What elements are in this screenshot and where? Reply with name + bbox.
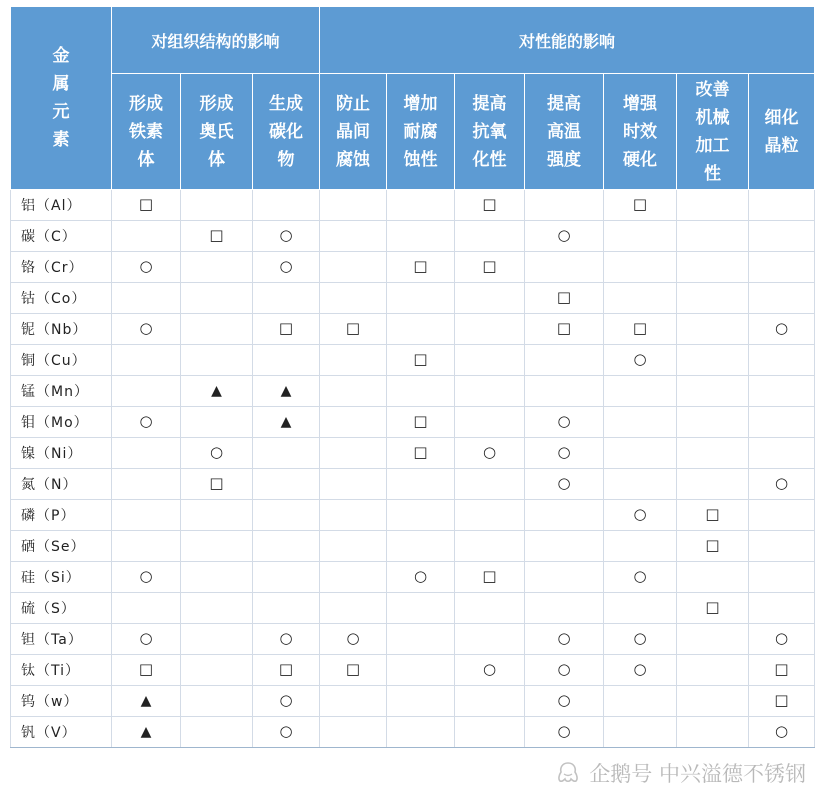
mark-cell	[253, 469, 320, 500]
mark-cell	[677, 717, 749, 748]
mark-cell	[677, 376, 749, 407]
mark-cell	[387, 252, 455, 283]
table-row	[11, 593, 815, 624]
mark-cell	[604, 686, 677, 717]
mark-cell	[677, 314, 749, 345]
circle-mark: ○	[557, 412, 571, 430]
mark-cell	[320, 686, 387, 717]
square-mark: □	[632, 319, 648, 337]
element-name-cell: 钼（Mo）	[11, 407, 112, 438]
mark-cell	[604, 593, 677, 624]
mark-cell	[525, 469, 604, 500]
mark-cell	[749, 252, 815, 283]
mark-cell	[387, 407, 455, 438]
table-row	[11, 469, 815, 500]
square-mark: □	[209, 226, 224, 244]
mark-cell	[455, 190, 525, 221]
mark-cell	[604, 345, 677, 376]
mark-cell	[677, 655, 749, 686]
square-mark: □	[138, 195, 154, 213]
mark-cell	[455, 717, 525, 748]
mark-cell	[320, 593, 387, 624]
mark-cell	[253, 593, 320, 624]
square-mark: □	[345, 319, 361, 337]
triangle-mark: ▲	[211, 383, 222, 399]
mark-cell	[181, 438, 253, 469]
mark-cell	[320, 624, 387, 655]
mark-cell	[181, 593, 253, 624]
mark-cell	[525, 438, 604, 469]
mark-cell	[387, 438, 455, 469]
mark-cell	[181, 252, 253, 283]
mark-cell	[320, 717, 387, 748]
circle-mark: ○	[279, 226, 293, 244]
square-mark: □	[632, 195, 648, 213]
mark-cell	[181, 717, 253, 748]
mark-cell	[749, 376, 815, 407]
mark-cell	[112, 593, 181, 624]
mark-cell	[181, 655, 253, 686]
mark-cell	[112, 531, 181, 562]
mark-cell	[320, 469, 387, 500]
mark-cell	[604, 252, 677, 283]
table-row	[11, 531, 815, 562]
mark-cell	[112, 562, 181, 593]
element-name-cell: 硫（S）	[11, 593, 112, 624]
mark-cell	[455, 345, 525, 376]
col-header-oxidation: 提高抗氧化性	[455, 74, 525, 190]
circle-mark: ○	[413, 567, 428, 585]
mark-cell	[181, 314, 253, 345]
mark-cell	[455, 500, 525, 531]
mark-cell	[525, 221, 604, 252]
square-mark: □	[413, 257, 428, 275]
element-name-cell: 铝（Al）	[11, 190, 112, 221]
mark-cell	[112, 469, 181, 500]
circle-mark: ○	[139, 629, 153, 647]
mark-cell	[112, 500, 181, 531]
mark-cell	[677, 624, 749, 655]
mark-cell	[749, 407, 815, 438]
mark-cell	[320, 283, 387, 314]
table-row	[11, 624, 815, 655]
circle-mark: ○	[774, 319, 789, 337]
mark-cell	[525, 314, 604, 345]
mark-cell	[181, 283, 253, 314]
penguin-icon	[555, 761, 581, 785]
mark-cell	[455, 469, 525, 500]
element-name-cell: 锰（Mn）	[11, 376, 112, 407]
mark-cell	[604, 376, 677, 407]
mark-cell	[455, 252, 525, 283]
mark-cell	[387, 221, 455, 252]
col-header-high-temp: 提高高温强度	[525, 74, 604, 190]
mark-cell	[677, 438, 749, 469]
mark-cell	[112, 283, 181, 314]
mark-cell	[677, 469, 749, 500]
mark-cell	[387, 593, 455, 624]
square-mark: □	[482, 257, 497, 275]
circle-mark: ○	[633, 350, 647, 368]
circle-mark: ○	[774, 474, 789, 492]
table-row	[11, 376, 815, 407]
mark-cell	[112, 252, 181, 283]
watermark-text: 企鹅号 中兴溢德不锈钢	[589, 762, 806, 786]
mark-cell	[749, 314, 815, 345]
square-mark: □	[209, 474, 224, 492]
col-header-aging: 增强时效硬化	[604, 74, 677, 190]
table-row	[11, 283, 815, 314]
mark-cell	[604, 562, 677, 593]
mark-cell	[604, 717, 677, 748]
table-row	[11, 686, 815, 717]
mark-cell	[604, 500, 677, 531]
mark-cell	[749, 655, 815, 686]
circle-mark: ○	[557, 629, 571, 647]
circle-mark: ○	[482, 443, 497, 461]
mark-cell	[181, 686, 253, 717]
square-mark: □	[705, 598, 720, 616]
table-row	[11, 190, 815, 221]
square-mark: □	[705, 505, 720, 523]
mark-cell	[387, 686, 455, 717]
mark-cell	[112, 655, 181, 686]
mark-cell	[181, 190, 253, 221]
mark-cell	[181, 221, 253, 252]
mark-cell	[320, 376, 387, 407]
square-mark: □	[482, 195, 497, 213]
performance-effect-header: 对性能的影响	[320, 7, 815, 74]
mark-cell	[112, 407, 181, 438]
mark-cell	[253, 500, 320, 531]
mark-cell	[181, 531, 253, 562]
mark-cell	[387, 190, 455, 221]
alloy-elements-table	[10, 6, 815, 748]
mark-cell	[112, 686, 181, 717]
col-header-austenite: 形成奥氏体	[181, 74, 253, 190]
mark-cell	[525, 190, 604, 221]
triangle-mark: ▲	[140, 724, 152, 740]
mark-cell	[604, 469, 677, 500]
mark-cell	[525, 686, 604, 717]
mark-cell	[112, 624, 181, 655]
mark-cell	[455, 655, 525, 686]
mark-cell	[181, 345, 253, 376]
mark-cell	[112, 190, 181, 221]
element-name-cell: 钽（Ta）	[11, 624, 112, 655]
mark-cell	[749, 190, 815, 221]
mark-cell	[749, 469, 815, 500]
mark-cell	[525, 283, 604, 314]
mark-cell	[320, 252, 387, 283]
mark-cell	[253, 376, 320, 407]
mark-cell	[604, 407, 677, 438]
element-name-cell: 钴（Co）	[11, 283, 112, 314]
mark-cell	[320, 190, 387, 221]
mark-cell	[387, 283, 455, 314]
mark-cell	[253, 190, 320, 221]
circle-mark: ○	[279, 691, 293, 709]
circle-mark: ○	[557, 660, 571, 678]
mark-cell	[253, 624, 320, 655]
mark-cell	[455, 314, 525, 345]
element-name-cell: 钛（Ti）	[11, 655, 112, 686]
mark-cell	[749, 500, 815, 531]
mark-cell	[387, 314, 455, 345]
mark-cell	[525, 562, 604, 593]
circle-mark: ○	[774, 629, 789, 647]
circle-mark: ○	[139, 567, 153, 585]
mark-cell	[604, 438, 677, 469]
mark-cell	[525, 376, 604, 407]
mark-cell	[320, 531, 387, 562]
mark-cell	[253, 655, 320, 686]
element-name-cell: 碳（C）	[11, 221, 112, 252]
col-header-corrosion: 增加耐腐蚀性	[387, 74, 455, 190]
mark-cell	[253, 562, 320, 593]
table-row	[11, 438, 815, 469]
mark-cell	[525, 407, 604, 438]
mark-cell	[749, 283, 815, 314]
mark-cell	[320, 314, 387, 345]
mark-cell	[677, 221, 749, 252]
mark-cell	[749, 717, 815, 748]
mark-cell	[112, 221, 181, 252]
circle-mark: ○	[279, 722, 293, 740]
mark-cell	[604, 655, 677, 686]
circle-mark: ○	[774, 722, 789, 740]
mark-cell	[455, 407, 525, 438]
mark-cell	[387, 717, 455, 748]
mark-cell	[112, 717, 181, 748]
mark-cell	[387, 376, 455, 407]
element-name-cell: 铜（Cu）	[11, 345, 112, 376]
mark-cell	[525, 655, 604, 686]
square-mark: □	[413, 443, 428, 461]
mark-cell	[455, 221, 525, 252]
col-header-grain: 细化晶粒	[749, 74, 815, 190]
element-name-cell: 铌（Nb）	[11, 314, 112, 345]
triangle-mark: ▲	[140, 693, 152, 709]
mark-cell	[604, 314, 677, 345]
element-name-cell: 铬（Cr）	[11, 252, 112, 283]
mark-cell	[677, 190, 749, 221]
circle-mark: ○	[139, 319, 153, 337]
mark-cell	[604, 624, 677, 655]
mark-cell	[677, 283, 749, 314]
mark-cell	[181, 500, 253, 531]
element-name-cell: 硒（Se）	[11, 531, 112, 562]
square-mark: □	[138, 660, 154, 678]
square-mark: □	[556, 288, 572, 306]
mark-cell	[525, 252, 604, 283]
mark-cell	[525, 531, 604, 562]
table-row	[11, 655, 815, 686]
circle-mark: ○	[209, 443, 224, 461]
table-row	[11, 221, 815, 252]
circle-mark: ○	[557, 226, 571, 244]
mark-cell	[604, 531, 677, 562]
mark-cell	[253, 717, 320, 748]
circle-mark: ○	[557, 474, 571, 492]
mark-cell	[320, 500, 387, 531]
circle-mark: ○	[482, 660, 497, 678]
mark-cell	[320, 562, 387, 593]
mark-cell	[181, 562, 253, 593]
square-mark: □	[278, 319, 294, 337]
table-row	[11, 717, 815, 748]
table-row	[11, 252, 815, 283]
mark-cell	[604, 190, 677, 221]
mark-cell	[112, 376, 181, 407]
mark-cell	[525, 717, 604, 748]
mark-cell	[320, 407, 387, 438]
col-header-carbide: 生成碳化物	[253, 74, 320, 190]
mark-cell	[253, 314, 320, 345]
mark-cell	[677, 531, 749, 562]
mark-cell	[677, 562, 749, 593]
mark-cell	[525, 593, 604, 624]
mark-cell	[387, 531, 455, 562]
circle-mark: ○	[633, 505, 647, 523]
mark-cell	[320, 221, 387, 252]
mark-cell	[525, 624, 604, 655]
mark-cell	[455, 686, 525, 717]
mark-cell	[455, 593, 525, 624]
mark-cell	[181, 376, 253, 407]
mark-cell	[749, 624, 815, 655]
square-mark: □	[774, 660, 789, 678]
mark-cell	[387, 469, 455, 500]
mark-cell	[455, 562, 525, 593]
table-row	[11, 500, 815, 531]
element-name-cell: 镍（Ni）	[11, 438, 112, 469]
mark-cell	[749, 593, 815, 624]
triangle-mark: ▲	[280, 414, 292, 430]
mark-cell	[455, 376, 525, 407]
mark-cell	[387, 624, 455, 655]
circle-mark: ○	[279, 257, 293, 275]
mark-cell	[253, 531, 320, 562]
mark-cell	[253, 686, 320, 717]
mark-cell	[387, 655, 455, 686]
circle-mark: ○	[633, 567, 647, 585]
square-mark: □	[482, 567, 497, 585]
table-row	[11, 562, 815, 593]
mark-cell	[253, 345, 320, 376]
mark-cell	[677, 686, 749, 717]
mark-cell	[677, 345, 749, 376]
mark-cell	[112, 345, 181, 376]
mark-cell	[320, 345, 387, 376]
circle-mark: ○	[139, 257, 153, 275]
mark-cell	[749, 531, 815, 562]
square-mark: □	[705, 536, 720, 554]
square-mark: □	[413, 350, 428, 368]
square-mark: □	[278, 660, 294, 678]
mark-cell	[387, 345, 455, 376]
circle-mark: ○	[557, 691, 571, 709]
mark-cell	[253, 283, 320, 314]
mark-cell	[525, 345, 604, 376]
element-name-cell: 硅（Si）	[11, 562, 112, 593]
circle-mark: ○	[279, 629, 293, 647]
mark-cell	[604, 221, 677, 252]
table-row	[11, 407, 815, 438]
mark-cell	[525, 500, 604, 531]
square-mark: □	[774, 691, 789, 709]
mark-cell	[455, 438, 525, 469]
element-name-cell: 氮（N）	[11, 469, 112, 500]
triangle-mark: ▲	[280, 383, 292, 399]
circle-mark: ○	[557, 443, 571, 461]
table-row	[11, 345, 815, 376]
watermark	[555, 758, 806, 788]
mark-cell	[112, 438, 181, 469]
mark-cell	[253, 221, 320, 252]
mark-cell	[181, 407, 253, 438]
circle-mark: ○	[346, 629, 360, 647]
mark-cell	[749, 345, 815, 376]
element-column-header: 金属元素	[11, 7, 112, 190]
element-name-cell: 钨（w）	[11, 686, 112, 717]
mark-cell	[677, 593, 749, 624]
mark-cell	[320, 655, 387, 686]
element-name-cell: 磷（P）	[11, 500, 112, 531]
mark-cell	[320, 438, 387, 469]
mark-cell	[253, 252, 320, 283]
structure-effect-header: 对组织结构的影响	[112, 7, 320, 74]
mark-cell	[677, 500, 749, 531]
mark-cell	[253, 438, 320, 469]
mark-cell	[181, 469, 253, 500]
circle-mark: ○	[557, 722, 571, 740]
mark-cell	[455, 531, 525, 562]
mark-cell	[112, 314, 181, 345]
square-mark: □	[413, 412, 428, 430]
circle-mark: ○	[633, 660, 647, 678]
table-row	[11, 314, 815, 345]
mark-cell	[387, 500, 455, 531]
mark-cell	[749, 562, 815, 593]
mark-cell	[677, 407, 749, 438]
square-mark: □	[345, 660, 361, 678]
mark-cell	[749, 221, 815, 252]
col-header-intergranular: 防止晶间腐蚀	[320, 74, 387, 190]
mark-cell	[749, 438, 815, 469]
mark-cell	[604, 283, 677, 314]
col-header-ferrite: 形成铁素体	[112, 74, 181, 190]
table-body	[11, 190, 815, 748]
col-header-machinability: 改善机械加工性	[677, 74, 749, 190]
circle-mark: ○	[139, 412, 153, 430]
square-mark: □	[556, 319, 572, 337]
mark-cell	[455, 624, 525, 655]
mark-cell	[253, 407, 320, 438]
mark-cell	[455, 283, 525, 314]
mark-cell	[387, 562, 455, 593]
element-name-cell: 钒（V）	[11, 717, 112, 748]
mark-cell	[749, 686, 815, 717]
mark-cell	[181, 624, 253, 655]
circle-mark: ○	[633, 629, 647, 647]
mark-cell	[677, 252, 749, 283]
